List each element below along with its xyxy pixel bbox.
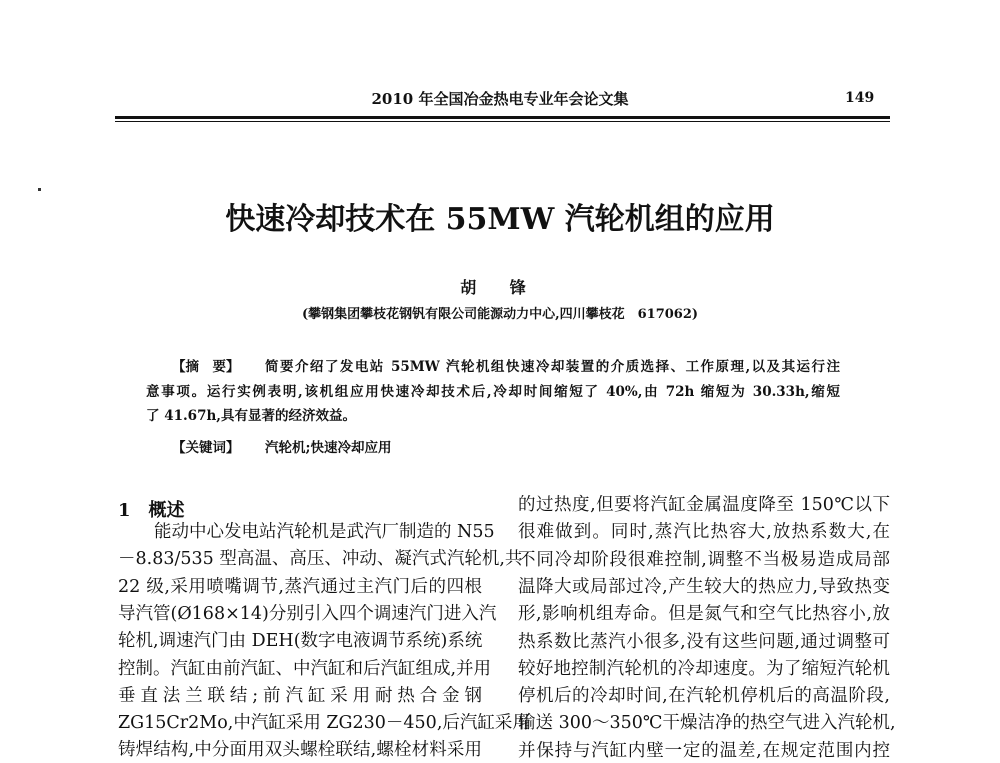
body-text-line: 并保持与汽缸内壁一定的温差,在规定范围内控	[518, 740, 890, 761]
body-text-line: 轮机,调速汽门由 DEH(数字电液调节系统)系统	[118, 631, 483, 652]
abstract-label: 【摘 要】	[172, 359, 240, 375]
body-text-line: 热系数比蒸汽小很多,没有这些问题,通过调整可	[518, 631, 890, 652]
body-text-line: 的过热度,但要将汽缸金属温度降至 150℃以下	[518, 495, 890, 515]
body-text-line: 很难做到。同时,蒸汽比热容大,放热系数大,在	[518, 522, 890, 543]
scan-speck	[38, 188, 41, 191]
abstract-line: 了 41.67h,具有显著的经济效益。	[146, 408, 356, 424]
body-text-line: 22 级,采用喷嘴调节,蒸汽通过主汽门后的四根	[118, 576, 482, 597]
affiliation: (攀钢集团攀枝花钢钒有限公司能源动力中心,四川攀枝花 617062)	[301, 307, 699, 322]
abstract-line: 简要介绍了发电站 55MW 汽轮机组快速冷却装置的介质选择、工作原理,以及其运行注	[265, 359, 840, 375]
header-rule-thick	[115, 116, 890, 119]
body-text-line: 能动中心发电站汽轮机是武汽厂制造的 N55	[154, 522, 495, 542]
running-header: 2010 年全国冶金热电专业年会论文集	[371, 90, 629, 108]
body-text-line: 不同冷却阶段很难控制,调整不当极易造成局部	[518, 549, 890, 570]
body-text-line: ZG15Cr2Mo,中汽缸采用 ZG230－450,后汽缸采用	[118, 713, 530, 734]
body-text-line: 温降大或局部过冷,产生较大的热应力,导致热变	[518, 576, 890, 597]
author: 胡 锋	[460, 278, 540, 297]
body-text-line: 铸焊结构,中分面用双头螺栓联结,螺栓材料采用	[118, 740, 482, 761]
keywords-value: 汽轮机;快速冷却应用	[265, 440, 392, 456]
section-heading: 1 概述	[118, 500, 185, 521]
abstract-line: 意事项。运行实例表明,该机组应用快速冷却技术后,冷却时间缩短了 40%,由 72h 缩短为 30.33h,缩短	[146, 384, 840, 400]
body-text-line: 输送 300～350℃干燥洁净的热空气进入汽轮机,	[518, 713, 896, 734]
body-text-line: 较好地控制汽轮机的冷却速度。为了缩短汽轮机	[518, 658, 890, 679]
body-text-line: 形,影响机组寿命。但是氮气和空气比热容小,放	[518, 604, 890, 625]
body-text-line: 控制。汽缸由前汽缸、中汽缸和后汽缸组成,并用	[118, 658, 492, 679]
body-text-line: 垂直法兰联结;前汽缸采用耐热合金钢	[118, 685, 482, 706]
body-text-line: －8.83/535 型高温、高压、冲动、凝汽式汽轮机,共	[118, 549, 523, 570]
header-rule-thin	[115, 121, 890, 122]
body-text-line: 停机后的冷却时间,在汽轮机停机后的高温阶段,	[518, 686, 890, 707]
body-text-line: 导汽管(Ø168×14)分别引入四个调速汽门进入汽	[118, 603, 497, 624]
paper-title: 快速冷却技术在 55MW 汽轮机组的应用	[225, 202, 775, 237]
keywords-label: 【关键词】	[172, 440, 240, 456]
page-number: 149	[845, 90, 875, 106]
